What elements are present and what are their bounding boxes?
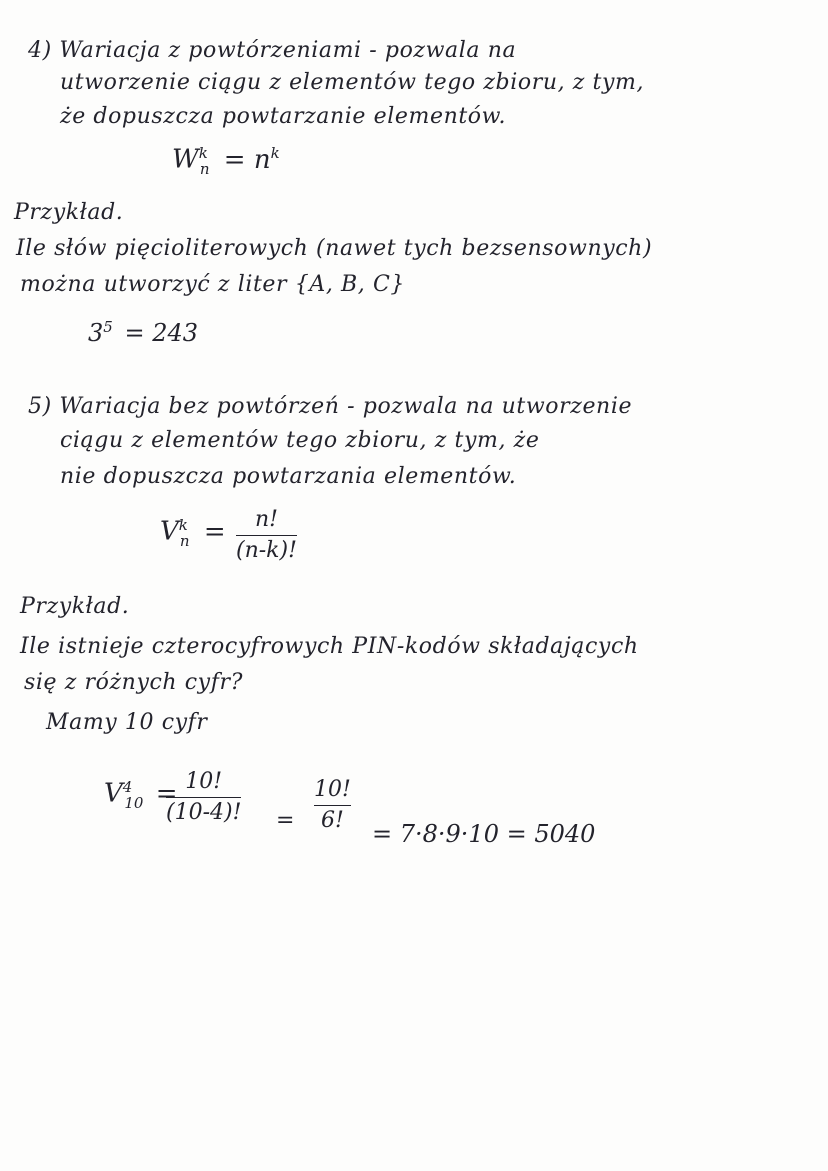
example-2-fraction-1 [166, 770, 241, 825]
section-5-heading: 5) Wariacja bez powtórzeń - pozwala na utworzenie [28, 394, 633, 419]
example-1-answer: $3^5 = 243$ [88, 318, 199, 347]
example-1-question-line-1: Ile słów pięcioliterowych (nawet tych bezsensownych) [16, 236, 653, 261]
example-2-calc-lhs: $V^4_{10}$ = [104, 778, 178, 812]
fraction-2-denominator: 6! [321, 808, 344, 834]
formula-variation-without-repetition-lhs: $V^k_n$ = [160, 516, 226, 550]
section-4-line-3: że dopuszcza powtarzanie elementów. [60, 104, 507, 129]
example-1-question-line-2: można utworzyć z liter {A, B, C} [20, 272, 405, 297]
fraction-2-numerator: 10! [314, 777, 351, 802]
section-5-line-3: nie dopuszcza powtarzania elementów. [60, 464, 517, 489]
example-2-fraction-2 [314, 778, 351, 833]
fraction-2-bar [314, 805, 351, 806]
section-4-line-2: utworzenie ciągu z elementów tego zbioru, z tym, [60, 70, 645, 95]
fraction-numerator: n! [254, 507, 278, 532]
section-5-line-2: ciągu z elementów tego zbioru, z tym, że [60, 428, 540, 453]
example-2-question-line-2: się z różnych cyfr? [24, 670, 243, 695]
fraction-bar [236, 535, 297, 536]
example-2-label: Przykład. [20, 594, 130, 619]
fraction-1-numerator: 10! [185, 769, 223, 794]
fraction-1-denominator: (10-4)! [166, 800, 242, 826]
fraction-1-bar [166, 797, 241, 798]
section-4-heading: 4) Wariacja z powtórzeniami - pozwala na [28, 38, 517, 63]
fraction-denominator: (n-k)! [236, 538, 297, 564]
formula-variation-with-repetition: $W^k_n = n^k$ [172, 144, 280, 178]
example-2-note: Mamy 10 cyfr [46, 710, 208, 735]
example-1-label: Przykład. [14, 200, 124, 225]
formula-variation-without-repetition-fraction [236, 508, 297, 563]
example-2-equals-2: = [276, 808, 295, 833]
example-2-question-line-1: Ile istnieje czterocyfrowych PIN-kodów składających [20, 634, 639, 659]
example-2-result: = 7·8·9·10 = 5040 [372, 820, 596, 848]
